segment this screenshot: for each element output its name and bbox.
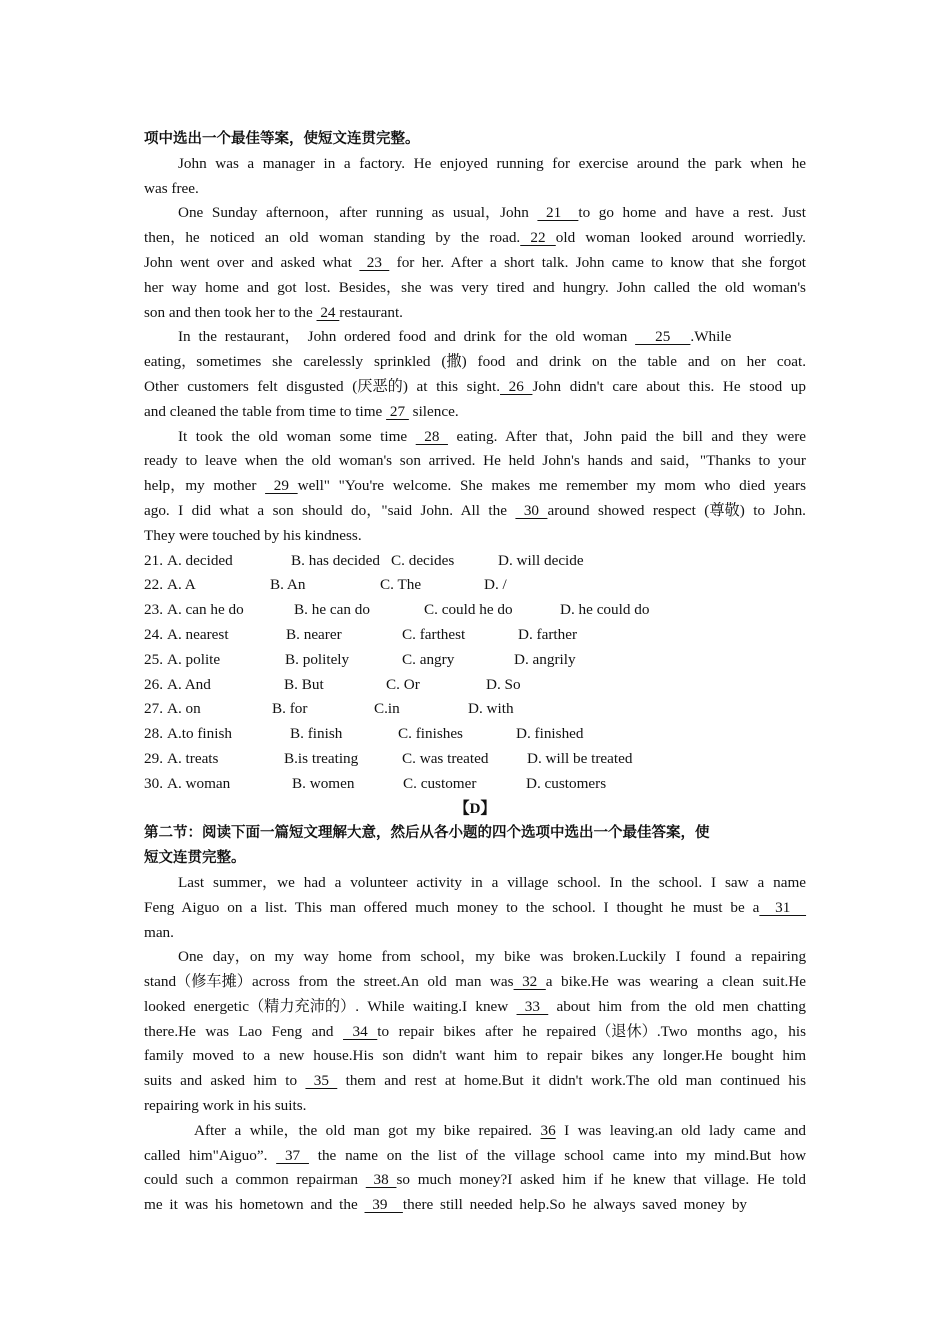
text: for her. After a short talk. John came to know that she forgot <box>389 253 807 271</box>
option-b: B. has decided <box>291 551 380 569</box>
passage-d-line <box>144 1144 806 1169</box>
question-row <box>144 697 806 722</box>
option-c: C. was treated <box>402 749 489 767</box>
question-row <box>144 623 806 648</box>
option-c: C. The <box>380 576 422 594</box>
passage-c-line <box>144 499 806 524</box>
question-row <box>144 648 806 673</box>
passage-d-line <box>144 995 806 1020</box>
text: man. <box>144 923 174 941</box>
option-b: B. for <box>272 700 308 718</box>
text: One Sunday afternoon，after running as usual，John <box>178 204 538 222</box>
blank-32: 32 <box>513 973 546 991</box>
option-d: D. So <box>486 675 521 693</box>
question-row <box>144 598 806 623</box>
question-number: 27. <box>144 700 163 718</box>
text: silence. <box>408 402 459 420</box>
option-d: D. will decide <box>498 551 584 569</box>
blank-24: 24 <box>316 303 340 321</box>
text: there.He was Lao Feng and <box>144 1022 344 1040</box>
option-d: D. he could do <box>560 601 650 619</box>
text: restaurant. <box>339 303 403 321</box>
document-page <box>144 127 806 1218</box>
option-a: A. And <box>166 675 211 693</box>
question-number: 29. <box>144 749 163 767</box>
text: to repair bikes after he repaired（退休）.Two months ago，his <box>377 1022 807 1040</box>
blank-31: 31 <box>759 898 807 916</box>
option-d: D. / <box>484 576 507 594</box>
text: eating，sometimes she carelessly sprinkled (撒) food and drink on the table and on her coat. <box>144 353 807 371</box>
question-row <box>144 772 806 797</box>
passage-d-line <box>144 1119 806 1144</box>
option-a: A. treats <box>166 749 219 767</box>
text: Other customers felt disgusted (厌恶的) at this sight. <box>144 377 501 395</box>
text: so much money?I asked him if he knew that village. He told <box>396 1171 806 1189</box>
passage-c-line <box>144 301 806 326</box>
passage-c-line <box>144 201 806 226</box>
text: ready to leave when the old woman's son arrived. He held John's hands and said，"Thanks to your <box>144 452 806 470</box>
text: I was leaving.an old lady came and <box>555 1121 807 1139</box>
text: They were touched by his kindness. <box>144 526 362 544</box>
passage-d-line <box>144 1069 806 1094</box>
text: was free. <box>144 179 199 197</box>
option-b: B. An <box>270 576 306 594</box>
text: repairing work in his suits. <box>144 1097 307 1115</box>
text: family moved to a new house.His son didn't want him to repair bikes any longer.He bought him <box>144 1047 807 1065</box>
passage-c-line <box>144 325 806 350</box>
option-b: B. he can do <box>294 601 370 619</box>
option-c: C. farthest <box>402 625 466 643</box>
blank-37: 37 <box>276 1146 309 1164</box>
passage-c-line <box>144 524 806 549</box>
text: .While <box>690 328 732 346</box>
option-d: D. will be treated <box>527 749 633 767</box>
text: Last summer，we had a volunteer activity in a village school. In the school. I saw a name <box>178 873 807 891</box>
passage-d-line <box>144 921 806 946</box>
text: John didn't care about this. He stood up <box>532 377 806 395</box>
text: John was a manager in a factory. He enjoyed running for exercise around the park when he <box>178 154 807 172</box>
text: her way home and got lost. Besides，she was very tired and hungry. John called the old woman's <box>144 278 806 296</box>
section-heading-fragment: 项中选出一个最佳等案，使短文连贯完整。 <box>144 131 420 147</box>
option-b: B. But <box>284 675 324 693</box>
option-a: A. woman <box>166 774 231 792</box>
option-c: C. Or <box>386 675 420 693</box>
option-c: C. could he do <box>424 601 513 619</box>
passage-d-line <box>144 871 806 896</box>
passage-c-line <box>144 474 806 499</box>
text: It took the old woman some time <box>178 427 416 445</box>
text: John went over and asked what <box>144 253 360 271</box>
question-list <box>144 549 806 797</box>
text: ago. I did what a son should do，"said John. All the <box>144 501 516 519</box>
text: suits and asked him to <box>144 1072 306 1090</box>
passage-d-line <box>144 1193 806 1218</box>
text: and cleaned the table from time to time <box>144 402 387 420</box>
question-number: 22. <box>144 576 163 594</box>
passage-c-line <box>144 350 806 375</box>
option-b: B. nearer <box>286 625 342 643</box>
option-a: A. polite <box>166 650 221 668</box>
question-number: 24. <box>144 625 163 643</box>
text: then，he noticed an old woman standing by the road. <box>144 229 521 247</box>
option-a: A. can he do <box>166 601 244 619</box>
question-row <box>144 549 806 574</box>
passage-c-line <box>144 276 806 301</box>
option-d: D. angrily <box>514 650 576 668</box>
option-b: B.is treating <box>284 749 359 767</box>
question-number: 25. <box>144 650 163 668</box>
passage-d-line <box>144 1168 806 1193</box>
text: me it was his hometown and the <box>144 1196 365 1214</box>
passage-c-line <box>144 152 806 177</box>
text: In the restaurant， John ordered food and drink for the old woman <box>178 328 636 346</box>
passage-c-line <box>144 449 806 474</box>
option-c: C. angry <box>402 650 455 668</box>
blank-33: 33 <box>516 997 549 1015</box>
passage-d-line <box>144 970 806 995</box>
blank-34: 34 <box>343 1022 378 1040</box>
text: old woman looked around worriedly. <box>555 229 806 247</box>
option-d: D. farther <box>518 625 578 643</box>
passage-c-line <box>144 425 806 450</box>
passage-d-line <box>144 1044 806 1069</box>
blank-30: 30 <box>515 501 548 519</box>
blank-27: 27 <box>386 402 409 420</box>
text: called him"Aiguo”. <box>144 1146 277 1164</box>
blank-39: 39 <box>364 1196 403 1214</box>
option-a: A. nearest <box>166 625 229 643</box>
passage-c-line <box>144 400 806 425</box>
text: help，my mother <box>144 477 266 495</box>
option-c: C. customer <box>403 774 477 792</box>
option-a: A. A <box>166 576 196 594</box>
question-row <box>144 673 806 698</box>
text: One day，on my way home from school，my bike was broken.Luckily I found a repairing <box>178 948 807 966</box>
question-number: 30. <box>144 774 163 792</box>
option-d: D. with <box>468 700 514 718</box>
text: looked energetic（精力充沛的）. While waiting.I knew <box>144 997 517 1015</box>
question-number: 26. <box>144 675 163 693</box>
text: the name on the list of the village school came into my mind.But how <box>308 1146 807 1164</box>
text: could such a common repairman <box>144 1171 366 1189</box>
question-number: 23. <box>144 601 163 619</box>
text: them and rest at home.But it didn't work.The old man continued his <box>337 1072 807 1090</box>
blank-22: 22 <box>520 229 556 247</box>
text: about him from the old men chatting <box>548 997 806 1015</box>
text: around showed respect (尊敬) to John. <box>547 501 806 519</box>
option-a: A. on <box>166 700 201 718</box>
blank-35: 35 <box>305 1072 338 1090</box>
blank-28: 28 <box>415 427 448 445</box>
question-row <box>144 573 806 598</box>
section-marker-d: 【D】 <box>454 799 496 817</box>
section2-heading: 第二节：阅读下面一篇短文理解大意，然后从各小题的四个选项中选出一个最佳答案，使 <box>144 825 710 842</box>
option-a: A.to finish <box>166 725 232 743</box>
blank-23: 23 <box>359 253 390 271</box>
text: eating. After that，John paid the bill and they were <box>447 427 806 445</box>
text: there still needed help.So he always saved money by <box>402 1196 748 1214</box>
passage-d-line <box>144 896 806 921</box>
option-a: A. decided <box>166 551 233 569</box>
text: well" "You're welcome. She makes me remember my mom who died years <box>297 477 806 495</box>
text: Feng Aiguo on a list. This man offered much money to the school. I thought he must be a <box>144 898 760 916</box>
passage-c-line <box>144 251 806 276</box>
option-c: C.in <box>374 700 400 718</box>
option-c: C. finishes <box>398 725 463 743</box>
question-row <box>144 747 806 772</box>
passage-d-line <box>144 1094 806 1119</box>
text: a bike.He was wearing a clean suit.He <box>545 973 807 991</box>
text: After a while，the old man got my bike repaired. <box>194 1121 541 1139</box>
blank-25: 25 <box>635 328 691 346</box>
blank-38: 38 <box>365 1171 397 1189</box>
option-b: B. finish <box>290 725 343 743</box>
text: stand（修车摊）across from the street.An old man was <box>144 973 514 991</box>
passage-c-line <box>144 375 806 400</box>
blank-36: 36 <box>540 1121 556 1139</box>
passage-c-line <box>144 177 806 202</box>
option-d: D. finished <box>516 725 584 743</box>
text: to go home and have a rest. Just <box>578 204 806 222</box>
text: son and then took her to the <box>144 303 317 321</box>
option-c: C. decides <box>391 551 455 569</box>
option-b: B. women <box>292 774 355 792</box>
blank-21: 21 <box>537 204 579 222</box>
question-number: 21. <box>144 551 163 569</box>
blank-29: 29 <box>265 477 298 495</box>
question-number: 28. <box>144 725 163 743</box>
passage-d-line <box>144 945 806 970</box>
blank-26: 26 <box>500 377 533 395</box>
question-row <box>144 722 806 747</box>
passage-d-line <box>144 1020 806 1045</box>
option-d: D. customers <box>526 774 607 792</box>
section2-heading: 短文连贯完整。 <box>144 850 246 867</box>
passage-c-line <box>144 226 806 251</box>
option-b: B. politely <box>285 650 350 668</box>
